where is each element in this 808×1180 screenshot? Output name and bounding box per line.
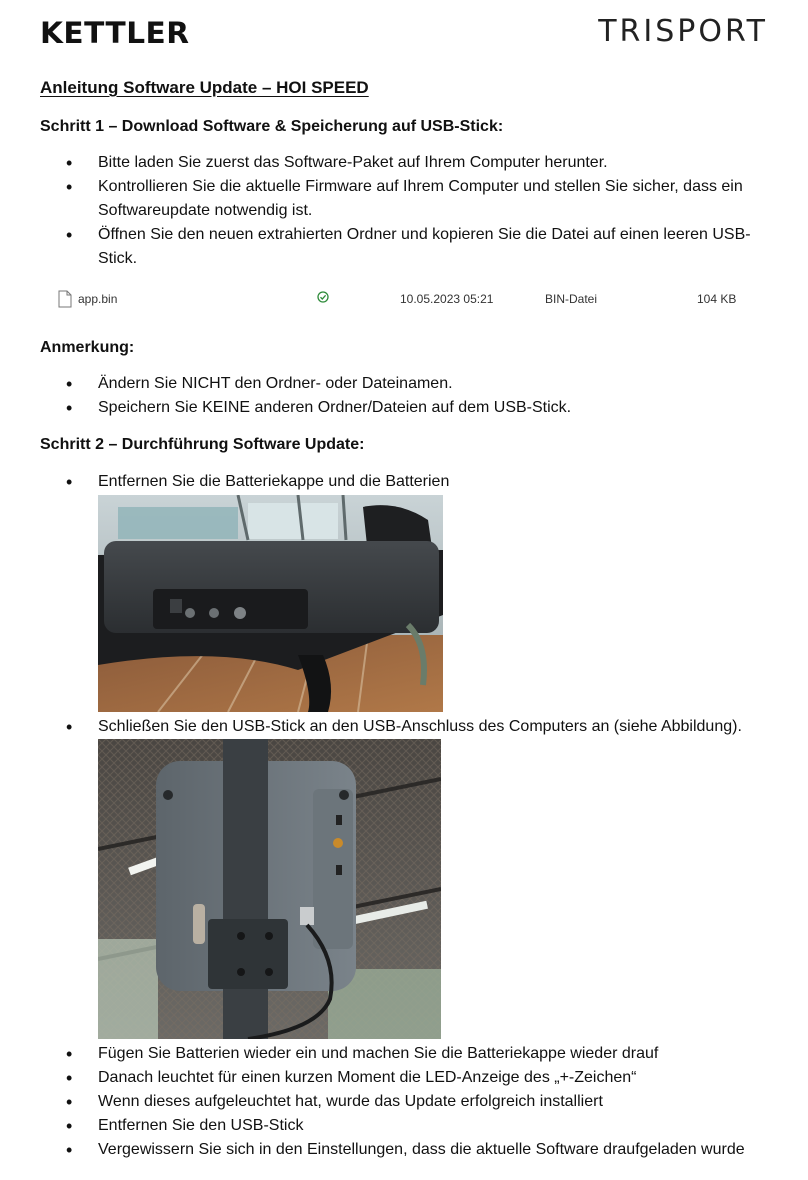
file-size: 104 KB: [697, 292, 737, 306]
list-item: • Bitte laden Sie zuerst das Software-Paket auf Ihrem Computer herunter.: [40, 151, 760, 175]
step2-list-3: [40, 1042, 760, 1162]
list-item: • Wenn dieses aufgeleuchtet hat, wurde das Update erfolgreich installiert: [40, 1090, 760, 1114]
file-row: [58, 289, 738, 311]
list-item: • Vergewissern Sie sich in den Einstellungen, dass die aktuelle Software draufgeladen wurde: [40, 1138, 760, 1162]
list-item: • Danach leuchtet für einen kurzen Moment die LED-Anzeige des „+-Zeichen“: [40, 1066, 760, 1090]
trisport-logo: TRISPORT: [598, 14, 768, 49]
list-item: • Entfernen Sie die Batteriekappe und die Batterien: [40, 470, 760, 494]
list-item: • Ändern Sie NICHT den Ordner- oder Dateinamen.: [40, 372, 760, 396]
note-heading: Anmerkung:: [40, 339, 135, 356]
list-item: • Schließen Sie den USB-Stick an den USB-Anschluss des Computers an (siehe Abbildung).: [40, 715, 760, 739]
list-item: • Entfernen Sie den USB-Stick: [40, 1114, 760, 1138]
file-type: BIN-Datei: [545, 292, 598, 306]
step2-list-1: [40, 470, 760, 494]
note-list: [40, 372, 760, 420]
page-title: Anleitung Software Update – HOI SPEED: [40, 78, 369, 97]
file-date: 10.05.2023 05:21: [400, 292, 494, 306]
step2-heading: Schritt 2 – Durchführung Software Update:: [40, 436, 365, 453]
step1-heading: Schritt 1 – Download Software & Speicherung auf USB-Stick:: [40, 118, 504, 135]
kettler-logo: KETTLER: [40, 16, 190, 50]
battery-compartment-photo: [98, 495, 443, 712]
list-item: • Fügen Sie Batterien wieder ein und machen Sie die Batteriekappe wieder drauf: [40, 1042, 760, 1066]
list-item: • Speichern Sie KEINE anderen Ordner/Dateien auf dem USB-Stick.: [40, 396, 760, 420]
file-icon: [58, 290, 72, 311]
file-name: app.bin: [78, 292, 118, 306]
step2-list-2: [40, 715, 760, 739]
usb-port-photo: [98, 739, 441, 1039]
sync-ok-icon: [317, 291, 329, 306]
step1-list: [40, 151, 760, 271]
list-item: • Kontrollieren Sie die aktuelle Firmware auf Ihrem Computer und stellen Sie sicher, dass ein Softwareupdate notwendig ist.: [40, 175, 760, 223]
list-item: • Öffnen Sie den neuen extrahierten Ordner und kopieren Sie die Datei auf einen leeren USB-Stick.: [40, 223, 760, 271]
